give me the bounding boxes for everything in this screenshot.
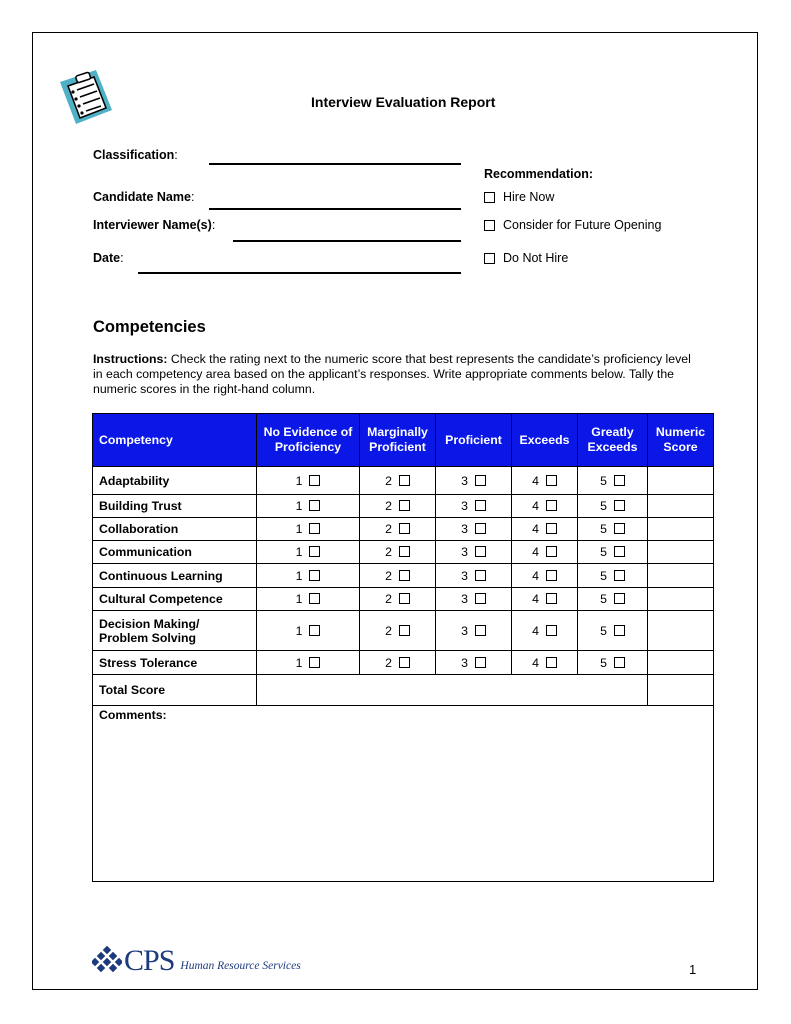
- instructions-text: Check the rating next to the numeric score that best represents the candidate’s proficiency level in each competency area based on the applicant’s responses. Write appropriate comments below. Tally the numeric scores in the right-hand column.: [93, 352, 691, 396]
- rating-checkbox[interactable]: [399, 593, 410, 604]
- table-row: [93, 518, 714, 541]
- rating-checkbox[interactable]: [475, 475, 486, 486]
- cps-logo: [92, 944, 301, 978]
- table-row: [93, 495, 714, 518]
- rating-checkbox[interactable]: [309, 625, 320, 636]
- rating-checkbox[interactable]: [614, 546, 625, 557]
- rating-cell[interactable]: [436, 564, 512, 588]
- rating-cell[interactable]: [257, 495, 360, 518]
- rating-cell[interactable]: [512, 495, 578, 518]
- rating-cell[interactable]: [512, 541, 578, 564]
- rating-number: 3: [461, 545, 468, 559]
- rating-cell[interactable]: [257, 541, 360, 564]
- rating-cell[interactable]: [578, 541, 648, 564]
- candidate-name-label: Candidate Name:: [93, 190, 195, 204]
- date-line[interactable]: [138, 272, 461, 274]
- rating-number: 5: [600, 655, 607, 670]
- table-row: [93, 611, 714, 651]
- classification-line[interactable]: [209, 163, 461, 165]
- rating-checkbox[interactable]: [614, 475, 625, 486]
- rating-checkbox[interactable]: [475, 546, 486, 557]
- competency-name: Building Trust: [93, 495, 257, 518]
- rating-checkbox[interactable]: [399, 475, 410, 486]
- table-row: [93, 651, 714, 675]
- header-marginally-proficient: Marginally Proficient: [360, 414, 436, 467]
- rating-checkbox[interactable]: [614, 570, 625, 581]
- rating-number: 5: [600, 499, 607, 513]
- rating-cell[interactable]: [436, 651, 512, 675]
- rating-number: 1: [295, 499, 303, 513]
- page-title: Interview Evaluation Report: [311, 94, 496, 110]
- rating-number: 1: [295, 592, 303, 606]
- rating-cell[interactable]: [360, 588, 436, 611]
- rating-checkbox[interactable]: [309, 546, 320, 557]
- rating-number: 4: [532, 623, 539, 638]
- competency-name: Decision Making/ Problem Solving: [93, 611, 257, 651]
- competency-table: [92, 413, 714, 882]
- classification-label: Classification:: [93, 148, 178, 162]
- total-score-label: Total Score: [93, 675, 257, 706]
- rating-checkbox[interactable]: [399, 546, 410, 557]
- rating-number: 3: [461, 592, 468, 606]
- rating-number: 2: [385, 545, 392, 559]
- rating-checkbox[interactable]: [309, 657, 320, 668]
- comments-area[interactable]: [93, 706, 714, 882]
- rating-checkbox[interactable]: [614, 657, 625, 668]
- checkbox[interactable]: [484, 253, 495, 264]
- rating-checkbox[interactable]: [399, 625, 410, 636]
- rating-checkbox[interactable]: [546, 546, 557, 557]
- rating-cell[interactable]: [257, 564, 360, 588]
- rating-number: 2: [385, 522, 392, 536]
- rating-cell[interactable]: [436, 541, 512, 564]
- checkbox[interactable]: [484, 220, 495, 231]
- rating-cell[interactable]: [578, 588, 648, 611]
- rating-number: 2: [385, 655, 392, 670]
- rating-number: 1: [295, 522, 303, 536]
- rating-number: 2: [385, 623, 392, 638]
- competencies-heading: Competencies: [93, 318, 206, 336]
- instructions-label: Instructions:: [93, 352, 168, 366]
- rating-number: 2: [385, 499, 392, 513]
- rating-number: 5: [600, 473, 607, 488]
- rating-number: 2: [385, 592, 392, 606]
- header-exceeds: Exceeds: [512, 414, 578, 467]
- recommendation-option-do-not-hire[interactable]: [484, 251, 568, 265]
- rating-checkbox[interactable]: [546, 625, 557, 636]
- rating-cell[interactable]: [360, 611, 436, 651]
- table-row: [93, 467, 714, 495]
- cps-diamond-icon: [92, 946, 122, 976]
- competency-name: Continuous Learning: [93, 564, 257, 588]
- rating-cell[interactable]: [578, 495, 648, 518]
- option-label: Consider for Future Opening: [503, 218, 662, 232]
- numeric-score-cell[interactable]: [648, 495, 714, 518]
- cps-logo-letters: CPS: [124, 944, 175, 977]
- rating-number: 4: [532, 655, 539, 670]
- interviewer-name-label: Interviewer Name(s):: [93, 218, 216, 232]
- clipboard-icon: [56, 66, 118, 133]
- rating-checkbox[interactable]: [399, 570, 410, 581]
- rating-checkbox[interactable]: [546, 593, 557, 604]
- numeric-score-cell[interactable]: [648, 611, 714, 651]
- rating-number: 1: [295, 655, 303, 670]
- rating-number: 3: [461, 568, 468, 583]
- rating-number: 1: [295, 623, 303, 638]
- numeric-score-cell[interactable]: [648, 518, 714, 541]
- rating-cell[interactable]: [257, 588, 360, 611]
- rating-checkbox[interactable]: [309, 570, 320, 581]
- interviewer-name-line[interactable]: [233, 240, 461, 242]
- table-row: [93, 588, 714, 611]
- rating-number: 5: [600, 568, 607, 583]
- rating-number: 4: [532, 568, 539, 583]
- rating-checkbox[interactable]: [475, 570, 486, 581]
- rating-cell[interactable]: [360, 651, 436, 675]
- total-score-blank: [257, 675, 648, 706]
- rating-checkbox[interactable]: [475, 593, 486, 604]
- checkbox[interactable]: [484, 192, 495, 203]
- rating-cell[interactable]: [436, 495, 512, 518]
- rating-number: 2: [385, 568, 392, 583]
- rating-number: 1: [295, 568, 303, 583]
- rating-checkbox[interactable]: [546, 657, 557, 668]
- header-numeric-score: Numeric Score: [648, 414, 714, 467]
- candidate-name-line[interactable]: [209, 208, 461, 210]
- rating-cell[interactable]: [436, 588, 512, 611]
- rating-number: 3: [461, 473, 468, 488]
- instructions: [93, 352, 703, 397]
- comments-row: [93, 706, 714, 882]
- numeric-score-cell[interactable]: [648, 651, 714, 675]
- numeric-score-cell[interactable]: [648, 541, 714, 564]
- rating-checkbox[interactable]: [309, 593, 320, 604]
- option-label: Hire Now: [503, 190, 555, 204]
- rating-checkbox[interactable]: [309, 523, 320, 534]
- total-score-cell[interactable]: [648, 675, 714, 706]
- rating-cell[interactable]: [512, 518, 578, 541]
- rating-cell[interactable]: [257, 651, 360, 675]
- date-label: Date:: [93, 251, 124, 265]
- rating-number: 4: [532, 592, 539, 606]
- rating-cell[interactable]: [578, 467, 648, 495]
- rating-checkbox[interactable]: [399, 657, 410, 668]
- recommendation-option-hire-now[interactable]: [484, 190, 554, 204]
- rating-number: 4: [532, 499, 539, 513]
- rating-number: 3: [461, 522, 468, 536]
- rating-number: 3: [461, 499, 468, 513]
- table-row: [93, 541, 714, 564]
- rating-checkbox[interactable]: [309, 475, 320, 486]
- rating-checkbox[interactable]: [614, 523, 625, 534]
- rating-number: 4: [532, 522, 539, 536]
- rating-cell[interactable]: [512, 611, 578, 651]
- rating-checkbox[interactable]: [399, 523, 410, 534]
- rating-cell[interactable]: [578, 518, 648, 541]
- header-competency: Competency: [93, 414, 257, 467]
- rating-cell[interactable]: [360, 518, 436, 541]
- rating-number: 5: [600, 592, 607, 606]
- rating-cell[interactable]: [257, 467, 360, 495]
- rating-checkbox[interactable]: [614, 500, 625, 511]
- rating-checkbox[interactable]: [546, 500, 557, 511]
- rating-cell[interactable]: [360, 564, 436, 588]
- total-score-row: [93, 675, 714, 706]
- table-header-row: [93, 414, 714, 467]
- competency-name: Cultural Competence: [93, 588, 257, 611]
- header-no-evidence: No Evidence of Proficiency: [257, 414, 360, 467]
- numeric-score-cell[interactable]: [648, 467, 714, 495]
- table-row: [93, 564, 714, 588]
- rating-number: 5: [600, 545, 607, 559]
- header-proficient: Proficient: [436, 414, 512, 467]
- competency-name: Stress Tolerance: [93, 651, 257, 675]
- rating-checkbox[interactable]: [475, 657, 486, 668]
- recommendation-heading: Recommendation:: [484, 167, 594, 181]
- rating-checkbox[interactable]: [475, 625, 486, 636]
- rating-checkbox[interactable]: [546, 475, 557, 486]
- cps-logo-subtitle: Human Resource Services: [180, 960, 301, 972]
- rating-number: 2: [385, 473, 392, 488]
- rating-checkbox[interactable]: [309, 500, 320, 511]
- rating-checkbox[interactable]: [614, 625, 625, 636]
- recommendation-option-consider[interactable]: [484, 218, 661, 232]
- rating-checkbox[interactable]: [614, 593, 625, 604]
- rating-number: 5: [600, 522, 607, 536]
- rating-checkbox[interactable]: [475, 523, 486, 534]
- rating-checkbox[interactable]: [399, 500, 410, 511]
- rating-cell[interactable]: [512, 651, 578, 675]
- rating-cell[interactable]: [512, 588, 578, 611]
- rating-checkbox[interactable]: [546, 570, 557, 581]
- rating-cell[interactable]: [512, 564, 578, 588]
- numeric-score-cell[interactable]: [648, 588, 714, 611]
- rating-number: 3: [461, 655, 468, 670]
- numeric-score-cell[interactable]: [648, 564, 714, 588]
- rating-number: 1: [295, 473, 303, 488]
- rating-cell[interactable]: [360, 541, 436, 564]
- rating-number: 5: [600, 623, 607, 638]
- rating-number: 4: [532, 473, 539, 488]
- rating-cell[interactable]: [360, 467, 436, 495]
- rating-cell[interactable]: [578, 611, 648, 651]
- rating-cell[interactable]: [360, 495, 436, 518]
- rating-number: 4: [532, 545, 539, 559]
- rating-cell[interactable]: [257, 518, 360, 541]
- rating-checkbox[interactable]: [546, 523, 557, 534]
- rating-number: 1: [295, 545, 303, 559]
- rating-cell[interactable]: [578, 564, 648, 588]
- rating-cell[interactable]: [436, 518, 512, 541]
- option-label: Do Not Hire: [503, 251, 569, 265]
- page-number: 1: [689, 962, 697, 977]
- header-greatly-exceeds: Greatly Exceeds: [578, 414, 648, 467]
- rating-number: 3: [461, 623, 468, 638]
- rating-cell[interactable]: [257, 611, 360, 651]
- rating-cell[interactable]: [436, 611, 512, 651]
- competency-name: Adaptability: [93, 467, 257, 495]
- rating-cell[interactable]: [512, 467, 578, 495]
- competency-name: Collaboration: [93, 518, 257, 541]
- rating-checkbox[interactable]: [475, 500, 486, 511]
- competency-name: Communication: [93, 541, 257, 564]
- rating-cell[interactable]: [578, 651, 648, 675]
- comments-label: Comments:: [99, 708, 167, 722]
- rating-cell[interactable]: [436, 467, 512, 495]
